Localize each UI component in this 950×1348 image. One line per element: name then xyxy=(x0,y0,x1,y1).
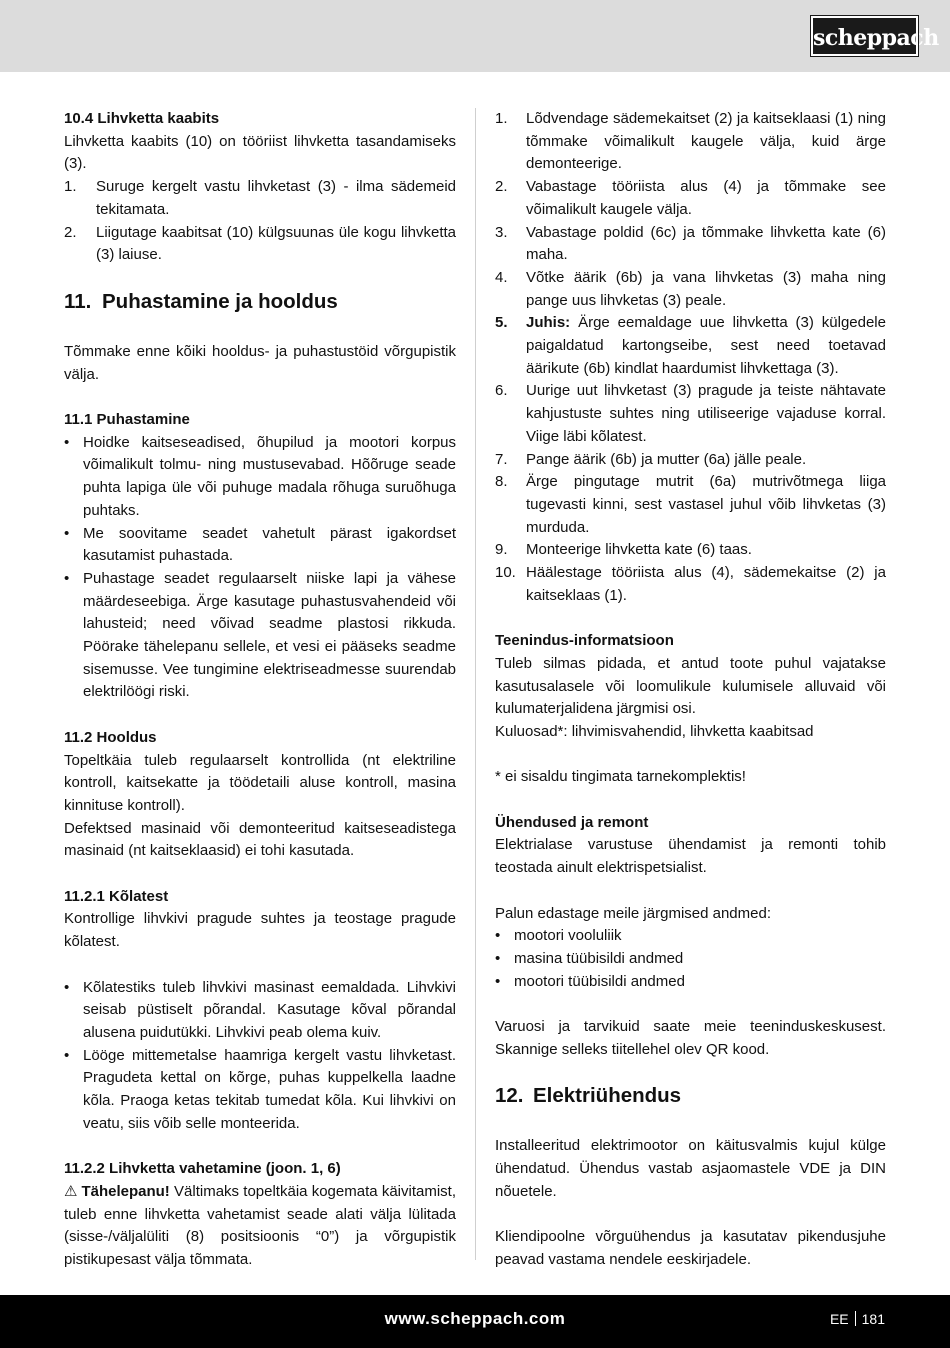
list-item: 10. Häälestage tööriista alus (4), sädemekaitse (2) ja kaitseklaas (1). xyxy=(495,564,886,604)
repair-heading: Ühendused ja remont xyxy=(495,813,649,831)
footer-bar xyxy=(0,1295,950,1348)
section-11-2-1-heading: 11.2.1 Kõlatest xyxy=(64,887,169,905)
list-item: • Me soovitame seadet vahetult pärast igakordset kasutamist puhastada. xyxy=(64,524,456,565)
list-item: • Hoidke kaitseseadised, õhupilud ja mootori korpus võimalikult tolmu- ning mustusevabad. Hõõruge seade puhta lapiga üle või puhuge madala rõhuga suruõhuga puhtaks. xyxy=(64,433,456,519)
list-item: 7. Pange äärik (6b) ja mutter (6a) jälle peale. xyxy=(495,450,807,468)
list-item: • Puhastage seadet regulaarselt niiske lapi ja vähese määrdeseebiga. Ärge kasutage puhastusvahendeid või lahusteid; need võivad seadme plastosi rikkuda. Pöörake tähelepanu sellele, et vesi ei pääseks seadme sisemusse. Vee tungimine elektriseadmesse suurendab elektrilöögi riski. xyxy=(64,569,456,701)
section-12-heading: 12. Elektriühendus xyxy=(495,1084,682,1108)
list-item: 4. Võtke äärik (6b) ja vana lihvketas (3) maha ning pange uus lihvketas (3) peale. xyxy=(495,268,886,309)
list-item: 8. Ärge pingutage mutrit (6a) mutrivõtmega liiga tugevasti kinni, sest vastasel juhul võib lihvketas (3) murduda. xyxy=(495,473,886,536)
list-item: 5. Juhis: Ärge eemaldage uue lihvketta (3) külgedele paigaldatud kartongseibe, sest need toetavad äärikute (6b) kindlat haardumist lihvkettaga (3). xyxy=(495,314,886,377)
warning-paragraph: ⚠ Tähelepanu! Vältimaks topeltkäia kogemata käivitamist, tuleb enne lihvketta vahetamist seade alati välja lülitada (sisse-/väljalüliti (8) positsioonis “0”) ja võrgupistik pistikupesast välja tõmmata. xyxy=(64,1182,456,1268)
scheppach-logo: scheppach xyxy=(811,16,918,56)
page-number: EE 181 xyxy=(829,1311,885,1327)
section-11-intro: Tõmmake enne kõiki hooldus- ja puhastustöid võrgupistik välja. xyxy=(64,342,456,383)
list-item: • mootori tüübisildi andmed xyxy=(495,972,685,990)
section-11-2-p1: Topeltkäia tuleb regulaarselt kontrollida (nt elektriline kontroll, kaitsekatte ja töödetaili aluse kontroll, masina kinnituse kontroll). xyxy=(64,751,456,814)
list-item: 3. Vabastage poldid (6c) ja tõmmake lihvketta kate (6) maha. xyxy=(495,223,886,264)
section-10-4-heading: 10.4 Lihvketta kaabits xyxy=(64,110,220,127)
section-11-1-heading: 11.1 Puhastamine xyxy=(64,411,190,429)
section-10-4-steps xyxy=(64,176,456,267)
repair-p3: Varuosi ja tarvikuid saate meie teeninduskeskusest. Skannige selleks tiitellehel olev QR kood. xyxy=(495,1018,886,1058)
section-11-1-bullets xyxy=(64,432,456,704)
repair-p2: Palun edastage meile järgmised andmed: xyxy=(495,904,771,922)
list-item: 6. Uurige uut lihvketast (3) pragude ja teiste nähtavate kahjustuste suhtes ning utiliseerige vajaduse korral. Viige läbi kõlatest. xyxy=(495,382,886,445)
repair-bullets xyxy=(495,925,886,993)
warning-icon: ⚠ xyxy=(64,1182,78,1200)
section-11-heading: 11. Puhastamine ja hooldus xyxy=(64,289,338,313)
right-column xyxy=(495,108,886,1272)
section-12-p1: Installeeritud elektrimootor on käitusvalmis kujul külge ühendatud. Ühendus vastab asjaomastele VDE ja DIN nõuetele. xyxy=(495,1137,886,1200)
list-item: 1. Suruge kergelt vastu lihvketast (3) - ilma sädemeid tekitamata. xyxy=(64,178,456,218)
section-11-2-p2: Defektsed masinaid või demonteeritud kaitseseadistega masinaid (nt kaitseklaasid) ei tohi kasutada. xyxy=(64,819,456,860)
list-item: 2. Vabastage tööriista alus (4) ja tõmmake see võimalikult kaugele välja. xyxy=(495,178,886,218)
list-item: 1. Lõdvendage sädemekaitset (2) ja kaitseklaasi (1) ning tõmmake võimalikult kaugele välja, kuid ärge demonteerige. xyxy=(495,110,886,173)
list-item: • Kõlatestiks tuleb lihvkivi masinast eemaldada. Lihvkivi seisab püstiselt põrandal. Kasutage kõval põrandal alusena puidutükki. Lihvkivi peab olema kuiv. xyxy=(64,978,456,1041)
section-11-2-1-intro: Kontrollige lihvkivi pragude suhtes ja teostage pragude kõlatest. xyxy=(64,910,456,951)
section-12-p2: Kliendipoolne võrguühendus ja kasutatav pikendusjuhe peavad vastama nendele eeskirjadele. xyxy=(495,1228,886,1268)
service-info-p1: Tuleb silmas pidada, et antud toote puhul vajatakse kasutusalasele või loomulikule kulumisele alluvaid või kulumaterjalidena järgmisi osi. xyxy=(495,654,886,718)
list-item: • masina tüübisildi andmed xyxy=(495,949,684,967)
list-item: 2. Liigutage kaabitsat (10) külgsuunas üle kogu lihvketta (3) laiuse. xyxy=(64,223,456,264)
column-divider xyxy=(475,108,476,1260)
list-item: • mootori vooluliik xyxy=(495,927,622,945)
service-info-note: * ei sisaldu tingimata tarnekomplektis! xyxy=(495,768,746,786)
service-info-heading: Teenindus-informatsioon xyxy=(495,632,674,650)
list-item: • Lööge mittemetalse haamriga kergelt vastu lihvketast. Pragudeta kettal on kõrge, puhas kuppelkella laadne kõla. Praoga ketas tekitab tumedat kõla. Kui lihvkivi on veatu, siis võib selle monteerida. xyxy=(64,1046,456,1132)
repair-p1: Elektrialase varustuse ühendamist ja remonti tohib teostada ainult elektrispetsialist. xyxy=(495,836,886,877)
disc-change-steps xyxy=(495,108,886,607)
list-item: 9. Monteerige lihvketta kate (6) taas. xyxy=(495,541,752,559)
section-11-2-1-bullets xyxy=(64,977,456,1136)
section-11-2-heading: 11.2 Hooldus xyxy=(64,728,157,746)
service-info-p2: Kuluosad*: lihvimisvahendid, lihvketta kaabitsad xyxy=(495,722,814,740)
section-10-4-intro: Lihvketta kaabits (10) on tööriist lihvketta tasandamiseks (3). xyxy=(64,132,456,173)
warning-label: Tähelepanu! xyxy=(81,1182,170,1200)
footer-url: www.scheppach.com xyxy=(384,1309,566,1328)
left-column xyxy=(64,108,456,1272)
header-bar xyxy=(0,0,950,72)
section-11-2-2-heading: 11.2.2 Lihvketta vahetamine (joon. 1, 6) xyxy=(64,1160,341,1178)
